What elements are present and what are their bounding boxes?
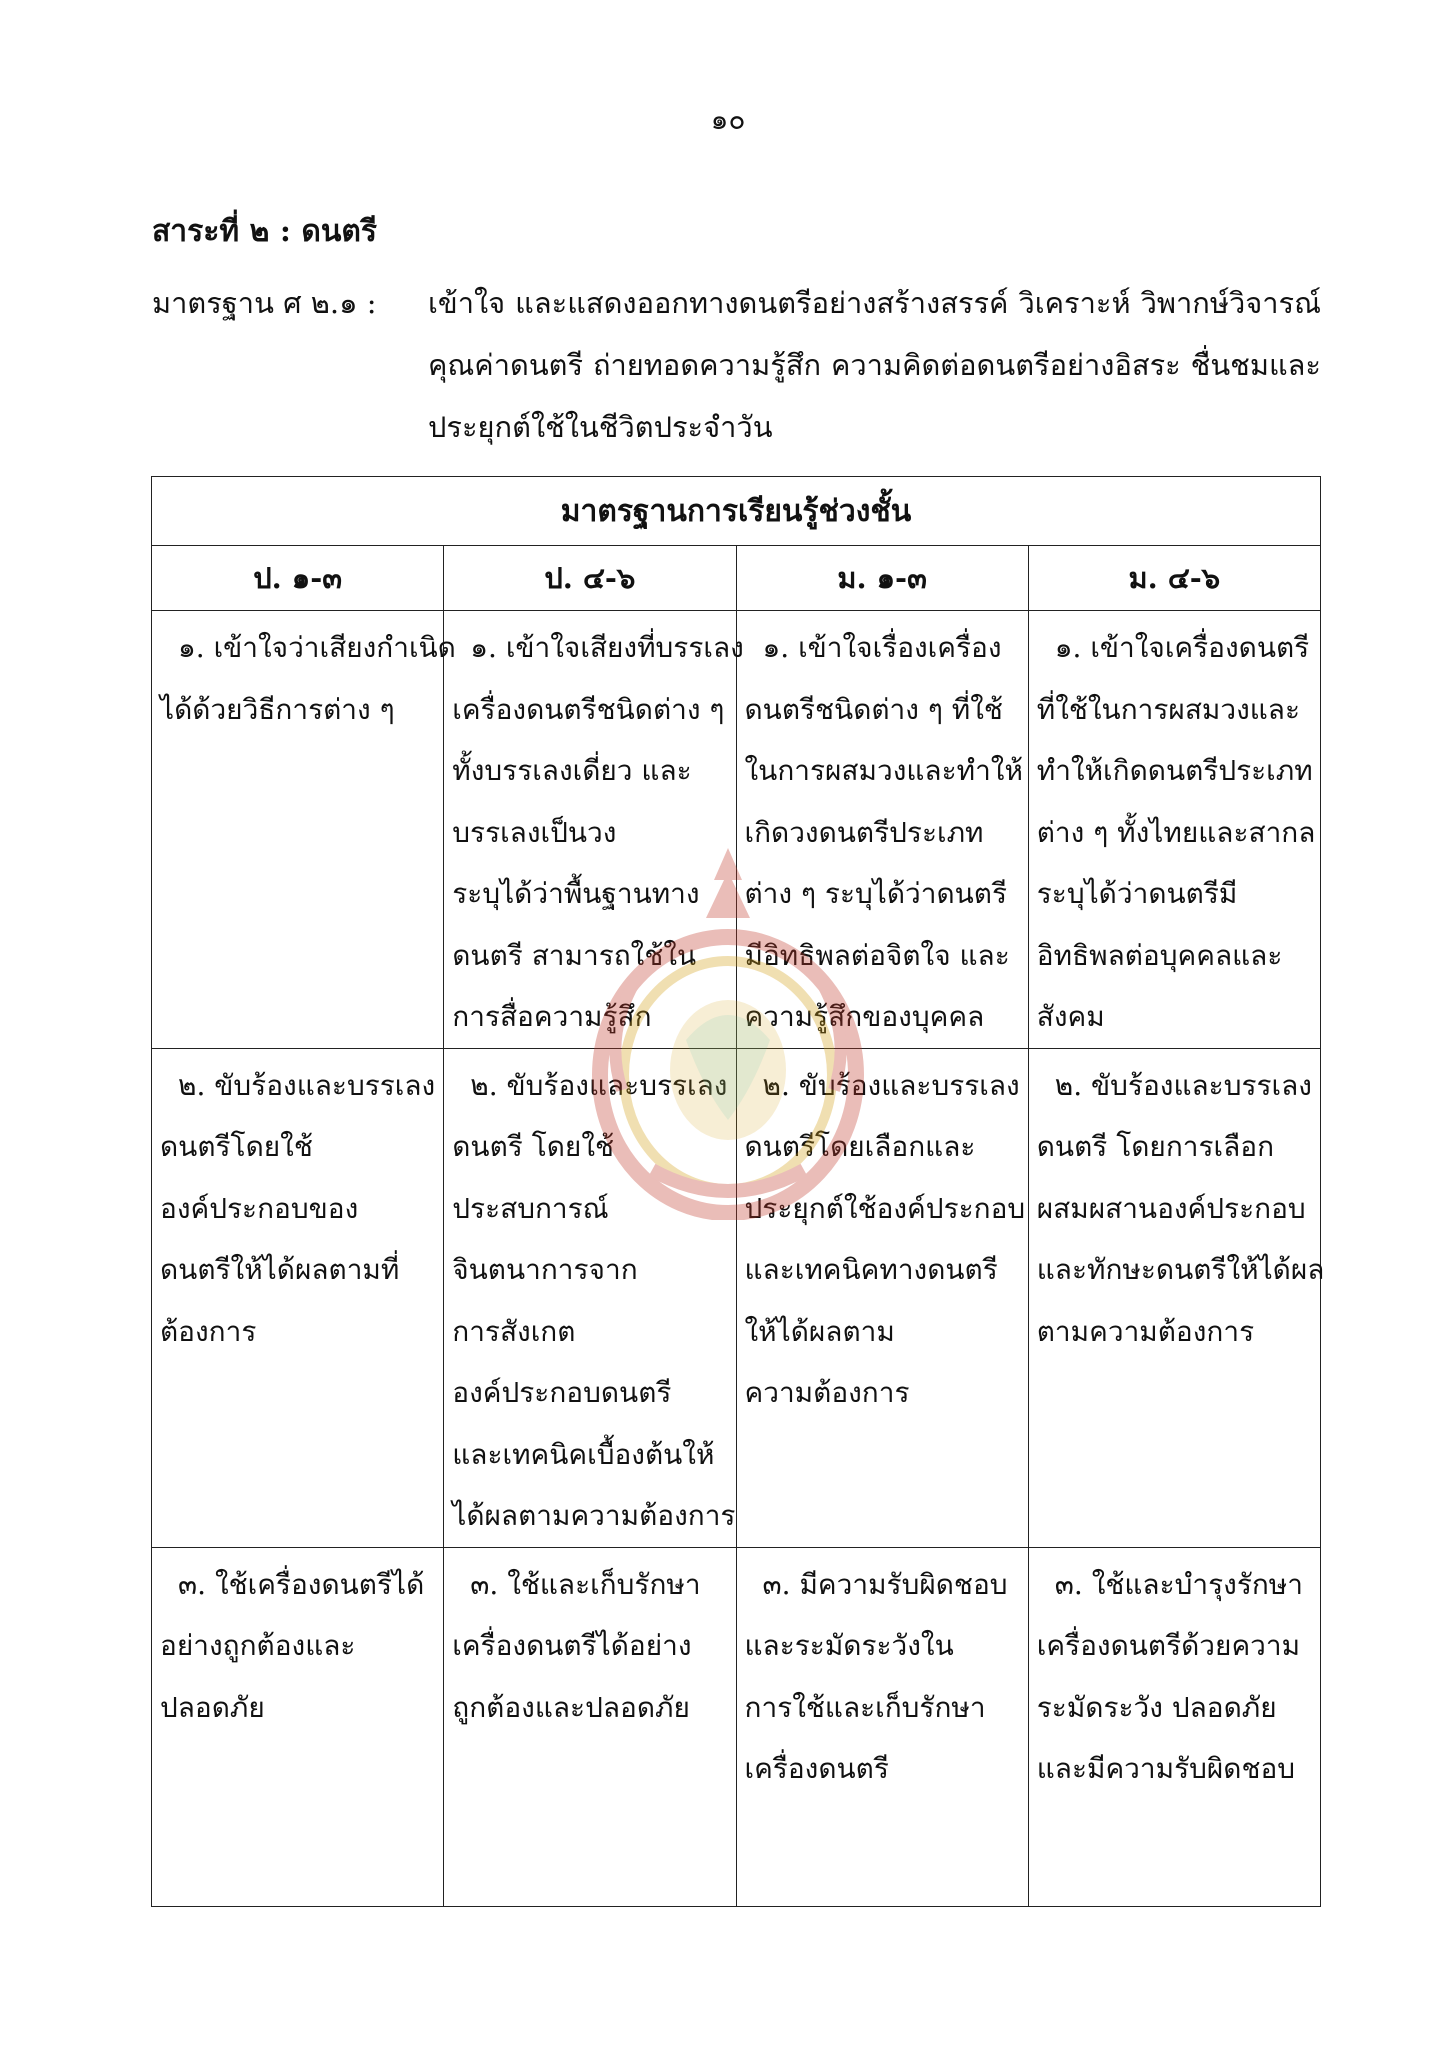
page-number: ๑๐ [710,103,746,136]
table-cell [152,611,456,1049]
cell-line: เครื่องดนตรี [744,1752,889,1785]
cell-line: ดนตรีโดยใช้ [160,1130,313,1163]
cell-line: เครื่องดนตรีด้วยความ [1036,1629,1301,1662]
cell-line: ๒. ขับร้องและบรรเลง [762,1068,1020,1102]
table-cell [736,1547,1028,1906]
cell-line: ที่ใช้ในการผสมวงและ [1036,692,1301,726]
cell-line: ๑. เข้าใจเสียงที่บรรเลง [470,631,744,664]
cell-text [160,1049,435,1363]
cell-text [160,611,456,740]
table-cell [444,1547,736,1906]
cell-line: อิทธิพลต่อบุคคลและ [1036,938,1283,972]
cell-line: ระมัดระวัง ปลอดภัย [1036,1690,1277,1724]
cell-line: ดนตรีให้ได้ผลตามที่ [160,1253,400,1286]
cell-line: มีอิทธิพลต่อจิตใจ และ [744,938,1010,972]
cell-line: ๓. ใช้และบำรุงรักษา [1054,1567,1303,1601]
cell-line: ๒. ขับร้องและบรรเลง [470,1068,728,1102]
cell-line: ได้ผลตามความต้องการ [452,1499,736,1532]
cell-line: ตามความต้องการ [1036,1314,1255,1348]
table-cell [1028,1048,1325,1547]
cell-line: ประยุกต์ใช้องค์ประกอบ [744,1191,1026,1225]
grade-header: ม. ๑-๓ [736,546,1028,611]
cell-line: ในการผสมวงและทำให้ [744,754,1023,787]
cell-line: ดนตรีโดยเลือกและ [744,1130,976,1163]
cell-line: ประสบการณ์ [452,1191,609,1225]
grade-header: ป. ๔-๖ [444,546,736,611]
cell-text [160,1548,435,1739]
cell-line: และทักษะดนตรีให้ได้ผล [1036,1253,1325,1286]
cell-line: องค์ประกอบของ [160,1191,359,1225]
standard-text: เข้าใจ และแสดงออกทางดนตรีอย่างสร้างสรรค์ วิเคราะห์ วิพากษ์วิจารณ์คุณค่าดนตรี ถ่ายทอดความรู้สึก ความคิดต่อดนตรีอย่างอิสระ ชื่นชมและประยุกต์ใช้ในชีวิตประจำวัน [428,286,1321,444]
cell-text [452,611,744,1048]
cell-line: ๒. ขับร้องและบรรเลง [1054,1068,1312,1102]
cell-line: การใช้และเก็บรักษา [744,1690,986,1724]
cell-line: ให้ได้ผลตาม [744,1314,895,1348]
cell-line: ทั้งบรรเลงเดี่ยว และ [452,754,692,787]
cell-line: การสังเกต [452,1314,576,1348]
learning-standards-table [151,476,1325,1907]
table-row [152,1048,1321,1547]
grade-header: ป. ๑-๓ [152,546,444,611]
cell-line: ผสมผสานองค์ประกอบ [1036,1191,1306,1225]
cell-line: ๓. ใช้และเก็บรักษา [470,1567,701,1601]
cell-line: และระมัดระวังใน [744,1629,954,1662]
table-cell [736,611,1028,1049]
grade-header: ม. ๔-๖ [1028,546,1320,611]
table-cell [1028,1547,1320,1906]
table-row [152,1547,1321,1906]
cell-text [744,611,1023,1048]
cell-line: ดนตรี โดยการเลือก [1036,1130,1275,1163]
cell-text [1036,1049,1325,1363]
cell-line: ๑. เข้าใจเรื่องเครื่อง [762,631,1002,664]
cell-line: ๒. ขับร้องและบรรเลง [178,1068,436,1102]
cell-line: เครื่องดนตรีได้อย่าง [452,1629,692,1662]
cell-line: ต้องการ [160,1314,257,1348]
cell-line: องค์ประกอบดนตรี [452,1376,672,1409]
cell-line: ต่าง ๆ ทั้งไทยและสากล [1036,815,1316,849]
cell-line: และเทคนิคทางดนตรี [744,1253,998,1286]
cell-line: ได้ด้วยวิธีการต่าง ๆ [160,692,395,726]
grade-header-row [152,546,1321,611]
cell-line: ดนตรี โดยใช้ [452,1130,615,1163]
cell-line: บรรเลงเป็นวง [452,815,617,849]
cell-line: เกิดวงดนตรีประเภท [744,815,984,849]
cell-line: ระบุได้ว่าพื้นฐานทาง [452,877,700,910]
cell-line: อย่างถูกต้องและ [160,1629,356,1662]
cell-text [745,1548,1020,1800]
learning-standards-table-wrap [151,476,1325,1906]
cell-line: ความต้องการ [744,1376,910,1409]
cell-line: ระบุได้ว่าดนตรีมี [1036,877,1238,910]
table-title-row [152,477,1321,546]
table-cell [444,611,744,1049]
cell-line: ดนตรีชนิดต่าง ๆ ที่ใช้ [744,692,1003,726]
cell-text [452,1548,727,1739]
cell-line: ทำให้เกิดดนตรีประเภท [1036,754,1313,787]
cell-line: ๓. มีความรับผิดชอบ [762,1567,1008,1601]
cell-line: สังคม [1036,1000,1105,1033]
cell-line: ถูกต้องและปลอดภัย [452,1690,690,1724]
cell-line: และมีความรับผิดชอบ [1036,1752,1296,1785]
cell-text [452,1049,736,1547]
cell-text [744,1049,1026,1424]
standard-code: มาตรฐาน ศ ๒.๑ : [152,286,377,320]
cell-line: ๓. ใช้เครื่องดนตรีได้ [178,1567,425,1601]
table-cell [1028,611,1320,1049]
cell-line: ดนตรี สามารถใช้ใน [452,938,697,972]
cell-line: ความรู้สึกของบุคคล [744,1000,985,1033]
table-title: มาตรฐานการเรียนรู้ช่วงชั้น [152,477,1321,546]
cell-line: ๑. เข้าใจว่าเสียงกำเนิด [178,631,456,664]
strand-title: สาระที่ ๒ : ดนตรี [152,214,377,249]
table-cell [736,1048,1028,1547]
cell-line: จินตนาการจาก [452,1253,638,1286]
cell-text [1037,1548,1312,1800]
cell-line: ปลอดภัย [160,1690,265,1724]
table-cell [444,1048,736,1547]
table-body [152,611,1325,1907]
cell-line: ต่าง ๆ ระบุได้ว่าดนตรี [744,877,1008,910]
cell-line: ๑. เข้าใจเครื่องดนตรี [1054,631,1310,664]
cell-line: และเทคนิคเบื้องต้นให้ [452,1437,715,1471]
table-cell [152,1048,444,1547]
cell-line: เครื่องดนตรีชนิดต่าง ๆ [452,692,725,726]
table-row [152,611,1321,1049]
cell-line: การสื่อความรู้สึก [452,1000,652,1033]
cell-text [1036,611,1316,1048]
table-cell [152,1547,444,1906]
